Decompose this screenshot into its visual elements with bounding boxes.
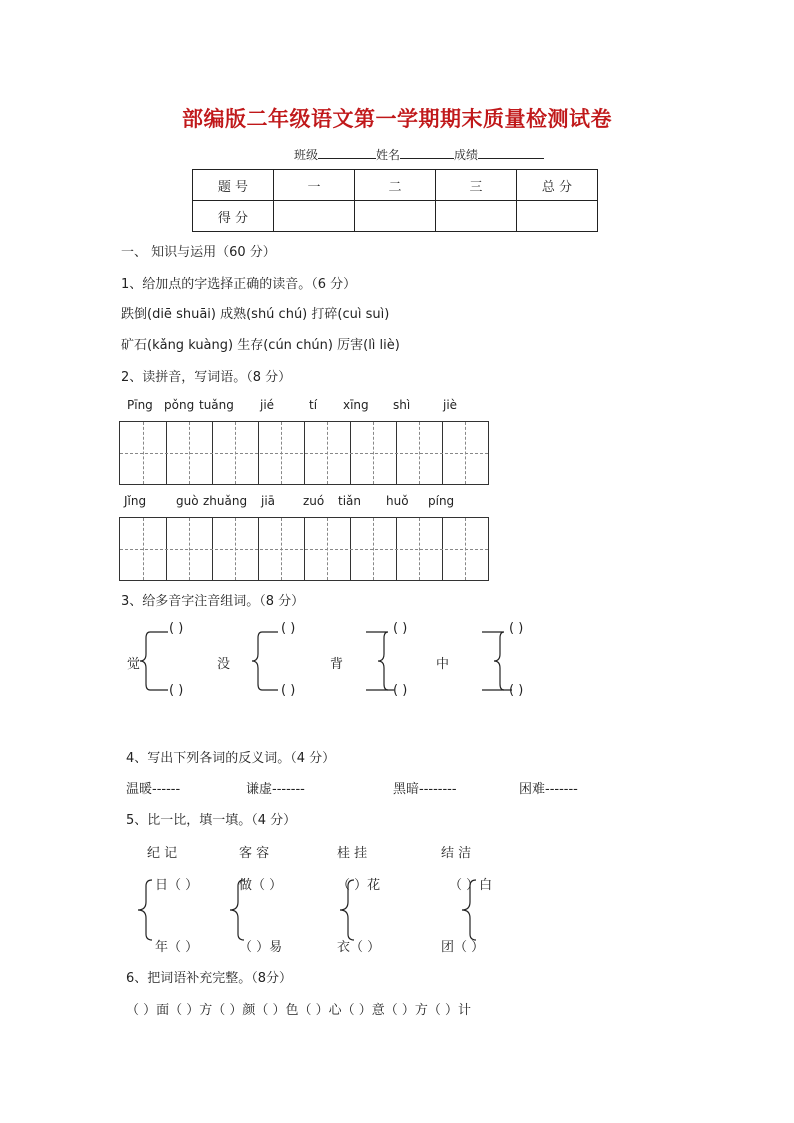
compare-blank-bottom[interactable]: （ ）易 xyxy=(239,940,283,955)
pinyin: shì xyxy=(393,398,411,412)
score-blank[interactable] xyxy=(478,146,544,159)
student-info-line xyxy=(294,146,544,163)
polyphone-char: 没 xyxy=(217,657,231,672)
pinyin: píng xyxy=(428,494,455,508)
pinyin-blank[interactable]: ( ) xyxy=(509,621,524,636)
antonym-item[interactable]: 温暖------ xyxy=(126,782,181,797)
pinyin: zuó xyxy=(303,494,325,508)
compare-blank-top[interactable]: 做（ ） xyxy=(239,878,283,893)
pinyin: jiā xyxy=(261,494,276,508)
score-header-cell: 一 xyxy=(274,170,355,201)
pinyin: jié xyxy=(260,398,275,412)
polyphone-char: 觉 xyxy=(127,657,141,672)
q1-line-2: 矿石(kǎng kuàng) 生存(cún chún) 厉害(lì liè) xyxy=(121,338,400,353)
compare-pair: 结 洁 xyxy=(441,846,472,861)
score-header-cell: 题 号 xyxy=(193,170,274,201)
pinyin-blank[interactable]: ( ) xyxy=(393,621,408,636)
q5-title: 5、比一比，填一填。（4 分） xyxy=(126,813,297,828)
pinyin-blank[interactable]: ( ) xyxy=(393,683,408,698)
q6-title: 6、把词语补充完整。（8分） xyxy=(126,971,293,986)
compare-pair: 客 容 xyxy=(239,846,270,861)
pinyin: tí xyxy=(309,398,318,412)
pinyin: tiǎn xyxy=(338,494,361,508)
compare-pair: 纪 记 xyxy=(147,846,178,861)
q2-title: 2、读拼音，写词语。（8 分） xyxy=(121,370,292,385)
polyphone-char: 背 xyxy=(330,657,344,672)
pinyin-blank[interactable]: ( ) xyxy=(169,621,184,636)
compare-blank-bottom[interactable]: 团（ ） xyxy=(441,940,485,955)
score-label: 成绩 xyxy=(454,148,479,162)
antonym-item[interactable]: 黑暗-------- xyxy=(393,782,457,797)
compare-blank-bottom[interactable]: 年（ ） xyxy=(155,940,199,955)
writing-grid-2[interactable] xyxy=(119,517,489,581)
antonym-item[interactable]: 困难------- xyxy=(519,782,578,797)
pinyin: pǒng xyxy=(164,398,195,412)
score-header-cell: 三 xyxy=(436,170,517,201)
pinyin-blank[interactable]: ( ) xyxy=(509,683,524,698)
grid-horizontal-midline xyxy=(120,549,488,550)
pinyin-blank[interactable]: ( ) xyxy=(169,683,184,698)
score-header-cell: 二 xyxy=(355,170,436,201)
section-1-heading: 一、 知识与运用（60 分） xyxy=(121,245,276,260)
pinyin: jiè xyxy=(443,398,458,412)
compare-pair: 桂 挂 xyxy=(337,846,368,861)
class-blank[interactable] xyxy=(318,146,376,159)
q6-line[interactable]: （ ）面（ ）方（ ）颜（ ）色（ ）心（ ）意（ ）方（ ）计 xyxy=(126,1003,472,1018)
q4-title: 4、写出下列各词的反义词。（4 分） xyxy=(126,751,336,766)
pinyin-blank[interactable]: ( ) xyxy=(281,683,296,698)
score-cell[interactable] xyxy=(355,201,436,232)
q3-title: 3、给多音字注音组词。（8 分） xyxy=(121,594,305,609)
name-blank[interactable] xyxy=(400,146,454,159)
class-label: 班级 xyxy=(294,148,319,162)
score-cell[interactable] xyxy=(517,201,598,232)
score-cell[interactable] xyxy=(436,201,517,232)
score-cell[interactable] xyxy=(274,201,355,232)
grid-horizontal-midline xyxy=(120,453,488,454)
page-title: 部编版二年级语文第一学期期末质量检测试卷 xyxy=(182,106,612,131)
pinyin-blank[interactable]: ( ) xyxy=(281,621,296,636)
score-header-cell: 总 分 xyxy=(517,170,598,201)
pinyin: Pīng xyxy=(127,398,153,412)
pinyin: Jǐng xyxy=(124,494,147,508)
name-label: 姓名 xyxy=(376,148,401,162)
pinyin: xīng xyxy=(343,398,369,412)
compare-blank-top[interactable]: （ ）花 xyxy=(337,878,381,893)
antonym-item[interactable]: 谦虚------- xyxy=(246,782,305,797)
score-table xyxy=(192,169,598,232)
writing-grid-1[interactable] xyxy=(119,421,489,485)
compare-blank-bottom[interactable]: 衣（ ） xyxy=(337,940,381,955)
compare-blank-top[interactable]: （ ）白 xyxy=(449,878,493,893)
q1-line-1: 跌倒(diē shuāi) 成熟(shú chú) 打碎(cuì suì) xyxy=(121,307,390,322)
polyphone-char: 中 xyxy=(436,657,450,672)
compare-blank-top[interactable]: 日（ ） xyxy=(155,878,199,893)
score-row-label: 得 分 xyxy=(193,201,274,232)
pinyin: huǒ xyxy=(386,494,409,508)
pinyin: guò xyxy=(176,494,199,508)
q1-title: 1、给加点的字选择正确的读音。（6 分） xyxy=(121,277,357,292)
pinyin: zhuǎng xyxy=(203,494,248,508)
pinyin: tuǎng xyxy=(199,398,234,412)
